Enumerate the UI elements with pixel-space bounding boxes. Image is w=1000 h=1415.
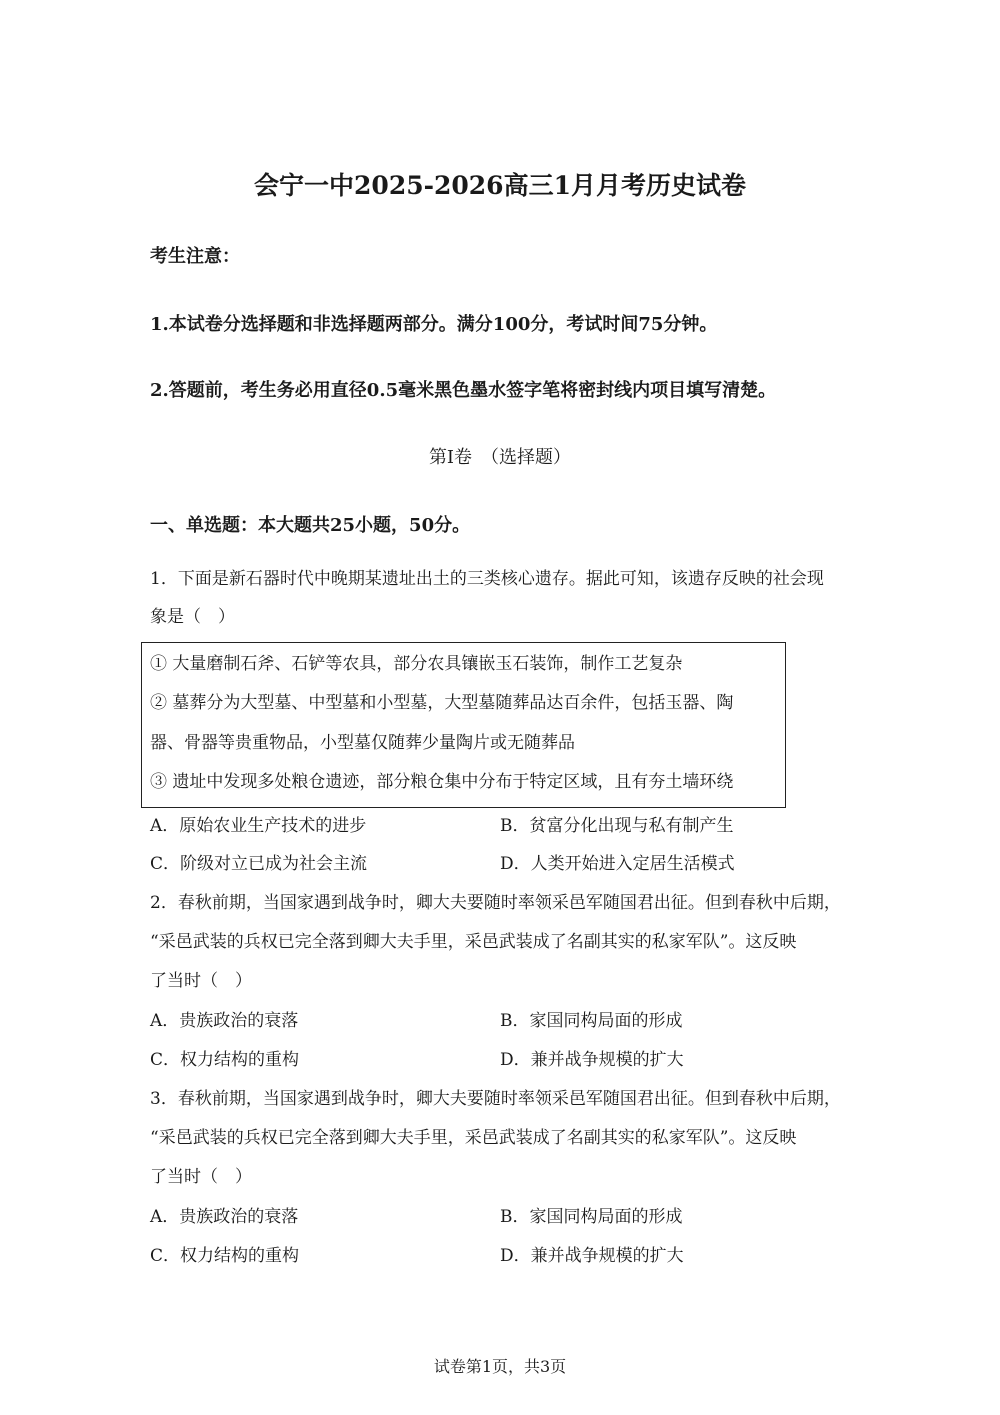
question-stem-line: 了当时（ ） [150, 971, 252, 991]
material-line: ② 墓葬分为大型墓、中型墓和小型墓，大型墓随葬品达百余件，包括玉器、陶 [150, 693, 734, 713]
option-c: C．权力结构的重构 [150, 1246, 300, 1266]
option-b: B．家国同构局面的形成 [500, 1207, 683, 1227]
question-stem-line: 了当时（ ） [150, 1167, 252, 1187]
question-stem-line: 3．春秋前期，当国家遇到战争时，卿大夫要随时率领采邑军随国君出征。但到春秋中后期， [150, 1089, 841, 1109]
material-line: ① 大量磨制石斧、石铲等农具，部分农具镶嵌玉石装饰，制作工艺复杂 [150, 654, 683, 674]
option-d: D．兼并战争规模的扩大 [500, 1246, 684, 1266]
option-b: B．贫富分化出现与私有制产生 [500, 816, 734, 836]
question-stem-line: 1．下面是新石器时代中晚期某遗址出土的三类核心遗存。据此可知，该遗存反映的社会现 [150, 569, 824, 589]
exam-title: 会宁一中2025-2026高三1月月考历史试卷 [254, 171, 746, 200]
option-a: A．贵族政治的衰落 [150, 1011, 299, 1031]
page-footer: 试卷第1页，共3页 [433, 1357, 567, 1376]
notice-item-2: 2.答题前，考生务必用直径0.5毫米黑色墨水签字笔将密封线内项目填写清楚。 [150, 380, 777, 401]
option-a: A．贵族政治的衰落 [150, 1207, 299, 1227]
question-stem-line: 象是（ ） [150, 607, 235, 627]
question-stem-line: 2．春秋前期，当国家遇到战争时，卿大夫要随时率领采邑军随国君出征。但到春秋中后期， [150, 893, 841, 913]
material-line: 器、骨器等贵重物品，小型墓仅随葬少量陶片或无随葬品 [150, 733, 575, 753]
question-stem-line: “采邑武装的兵权已完全落到卿大夫手里，采邑武装成了名副其实的私家军队”。这反映 [150, 932, 797, 952]
material-line: ③ 遗址中发现多处粮仓遗迹，部分粮仓集中分布于特定区域，且有夯土墙环绕 [150, 772, 734, 792]
notice-heading: 考生注意： [150, 246, 240, 267]
option-d: D．人类开始进入定居生活模式 [500, 854, 735, 874]
section-heading: 一、单选题：本大题共25小题，50分。 [150, 515, 471, 536]
option-d: D．兼并战争规模的扩大 [500, 1050, 684, 1070]
option-c: C．阶级对立已成为社会主流 [150, 854, 368, 874]
option-b: B．家国同构局面的形成 [500, 1011, 683, 1031]
option-c: C．权力结构的重构 [150, 1050, 300, 1070]
question-stem-line: “采邑武装的兵权已完全落到卿大夫手里，采邑武装成了名副其实的私家军队”。这反映 [150, 1128, 797, 1148]
notice-item-1: 1.本试卷分选择题和非选择题两部分。满分100分，考试时间75分钟。 [150, 314, 718, 335]
option-a: A．原始农业生产技术的进步 [150, 816, 367, 836]
part-title: 第Ⅰ卷 （选择题） [428, 447, 572, 468]
